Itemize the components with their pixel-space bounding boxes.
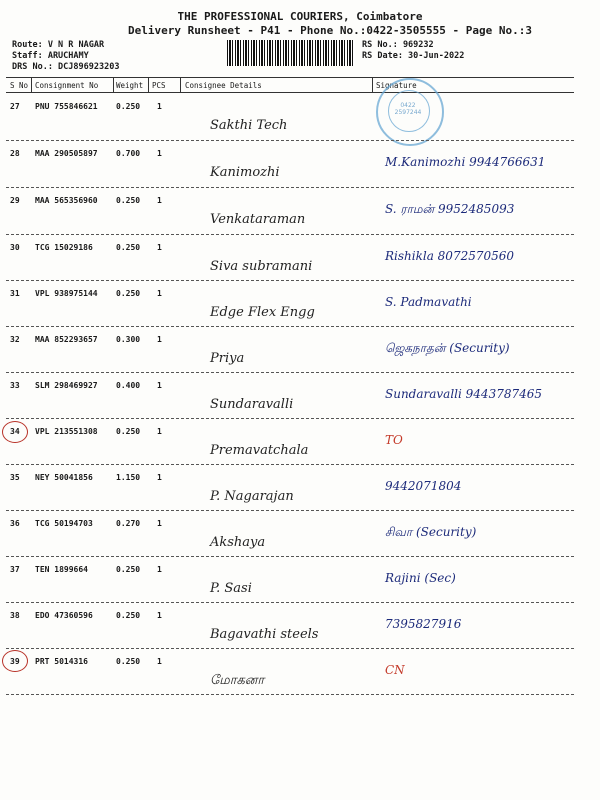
row-sno: 33 — [10, 381, 20, 390]
row-divider — [6, 234, 574, 235]
row-signature: M.Kanimozhi 9944766631 — [385, 155, 546, 169]
row-consignee: Akshaya — [210, 535, 266, 550]
row-divider — [6, 140, 574, 141]
row-signature: S. Padmavathi — [385, 295, 472, 309]
row-weight: 1.150 — [116, 473, 141, 482]
row-consignment-no: EDO 47360596 — [35, 611, 93, 620]
row-pcs: 1 — [157, 427, 162, 436]
table-row — [0, 329, 600, 375]
table-row — [0, 513, 600, 559]
row-signature: CN — [385, 663, 405, 677]
row-consignment-no: PRT 5014316 — [35, 657, 88, 666]
row-consignment-no: MAA 852293657 — [35, 335, 98, 344]
runsheet-subtitle: Delivery Runsheet - P41 - Phone No.:0422-3505555 - Page No.:3 — [128, 24, 532, 37]
rs-date: RS Date: 30-Jun-2022 — [362, 51, 465, 61]
row-pcs: 1 — [157, 611, 162, 620]
row-sno: 38 — [10, 611, 20, 620]
row-weight: 0.400 — [116, 381, 141, 390]
table-row — [0, 283, 600, 329]
row-pcs: 1 — [157, 565, 162, 574]
row-signature: Rishikla 8072570560 — [385, 249, 515, 263]
row-consignment-no: TCG 50194703 — [35, 519, 93, 528]
table-row — [0, 96, 600, 142]
row-divider — [6, 372, 574, 373]
row-pcs: 1 — [157, 473, 162, 482]
row-consignee: Edge Flex Engg — [210, 305, 315, 320]
row-pcs: 1 — [157, 519, 162, 528]
row-divider — [6, 694, 574, 695]
row-pcs: 1 — [157, 243, 162, 252]
col-signature: Signature — [376, 81, 417, 90]
row-pcs: 1 — [157, 196, 162, 205]
row-pcs: 1 — [157, 102, 162, 111]
row-signature: ஜெகநாதன் (Security) — [385, 341, 510, 355]
table-row — [0, 651, 600, 697]
row-consignment-no: MAA 290505897 — [35, 149, 98, 158]
row-divider — [6, 418, 574, 419]
row-consignment-no: NEY 50041856 — [35, 473, 93, 482]
row-circle-mark — [2, 650, 28, 672]
header-top-rule — [6, 77, 574, 78]
row-consignee: Kanimozhi — [210, 165, 280, 180]
col-sno: S No — [10, 81, 29, 90]
row-consignee: Priya — [210, 351, 245, 366]
table-row — [0, 143, 600, 189]
row-divider — [6, 326, 574, 327]
row-weight: 0.250 — [116, 657, 141, 666]
row-sno: 28 — [10, 149, 20, 158]
rs-info — [362, 40, 464, 62]
table-row — [0, 375, 600, 421]
row-weight: 0.270 — [116, 519, 141, 528]
staff-line: Staff: ARUCHAMY — [12, 51, 89, 61]
col-divider — [180, 78, 181, 92]
barcode — [227, 40, 355, 66]
header-bottom-rule — [6, 92, 574, 93]
row-divider — [6, 556, 574, 557]
table-row — [0, 237, 600, 283]
row-consignee: Sundaravalli — [210, 397, 294, 412]
row-signature: Rajini (Sec) — [385, 571, 456, 585]
row-sno: 39 — [10, 657, 20, 666]
col-divider — [148, 78, 149, 92]
row-consignment-no: TCG 15029186 — [35, 243, 93, 252]
row-weight: 0.300 — [116, 335, 141, 344]
row-consignee: மோகனா — [210, 673, 265, 688]
row-pcs: 1 — [157, 657, 162, 666]
row-divider — [6, 464, 574, 465]
row-consignee: Premavatchala — [210, 443, 309, 458]
row-sno: 32 — [10, 335, 20, 344]
row-consignment-no: VPL 213551308 — [35, 427, 98, 436]
route-info — [12, 40, 119, 73]
row-weight: 0.250 — [116, 289, 141, 298]
row-sno: 36 — [10, 519, 20, 528]
row-sno: 27 — [10, 102, 20, 111]
row-consignee: Sakthi Tech — [210, 118, 288, 133]
row-weight: 0.700 — [116, 149, 141, 158]
stamp-text: 0422 2597244 — [394, 102, 422, 116]
row-pcs: 1 — [157, 335, 162, 344]
col-divider — [113, 78, 114, 92]
row-circle-mark — [2, 421, 28, 443]
row-consignee: P. Nagarajan — [210, 489, 294, 504]
row-weight: 0.250 — [116, 243, 141, 252]
col-consignment: Consignment No — [35, 81, 99, 90]
row-divider — [6, 510, 574, 511]
row-divider — [6, 602, 574, 603]
row-consignment-no: SLM 298469927 — [35, 381, 98, 390]
row-consignment-no: TEN 1899664 — [35, 565, 88, 574]
row-sno: 35 — [10, 473, 20, 482]
table-row — [0, 467, 600, 513]
row-consignment-no: MAA 565356960 — [35, 196, 98, 205]
row-divider — [6, 280, 574, 281]
row-sno: 29 — [10, 196, 20, 205]
row-consignment-no: PNU 755846621 — [35, 102, 98, 111]
drs-number: DRS No.: DCJ896923203 — [12, 62, 120, 72]
rs-number: RS No.: 969232 — [362, 40, 434, 50]
row-pcs: 1 — [157, 149, 162, 158]
table-row — [0, 559, 600, 605]
row-weight: 0.250 — [116, 611, 141, 620]
row-weight: 0.250 — [116, 565, 141, 574]
row-weight: 0.250 — [116, 196, 141, 205]
row-weight: 0.250 — [116, 427, 141, 436]
row-pcs: 1 — [157, 381, 162, 390]
row-sno: 30 — [10, 243, 20, 252]
col-weight: Weight — [116, 81, 144, 90]
col-divider — [372, 78, 373, 92]
page-title: THE PROFESSIONAL COURIERS, Coimbatore — [177, 10, 423, 23]
row-signature: Sundaravalli 9443787465 — [385, 387, 543, 401]
route-line: Route: V N R NAGAR — [12, 40, 105, 50]
col-pcs: PCS — [152, 81, 166, 90]
row-signature: 9442071804 — [385, 479, 462, 493]
row-consignee: Siva subramani — [210, 259, 313, 274]
row-weight: 0.250 — [116, 102, 141, 111]
table-row — [0, 421, 600, 467]
table-row — [0, 190, 600, 236]
col-divider — [31, 78, 32, 92]
row-consignee: Bagavathi steels — [210, 627, 319, 642]
row-signature: TO — [385, 433, 403, 447]
row-consignee: Venkataraman — [210, 212, 306, 227]
row-signature: S. ராமன் 9952485093 — [385, 202, 515, 216]
row-divider — [6, 648, 574, 649]
row-consignee: P. Sasi — [210, 581, 252, 596]
row-consignment-no: VPL 938975144 — [35, 289, 98, 298]
row-sno: 31 — [10, 289, 20, 298]
row-sno: 37 — [10, 565, 20, 574]
row-signature: 7395827916 — [385, 617, 462, 631]
row-divider — [6, 187, 574, 188]
col-consignee: Consignee Details — [185, 81, 262, 90]
table-row — [0, 605, 600, 651]
row-signature: சிவா (Security) — [385, 525, 477, 539]
row-pcs: 1 — [157, 289, 162, 298]
row-sno: 34 — [10, 427, 20, 436]
